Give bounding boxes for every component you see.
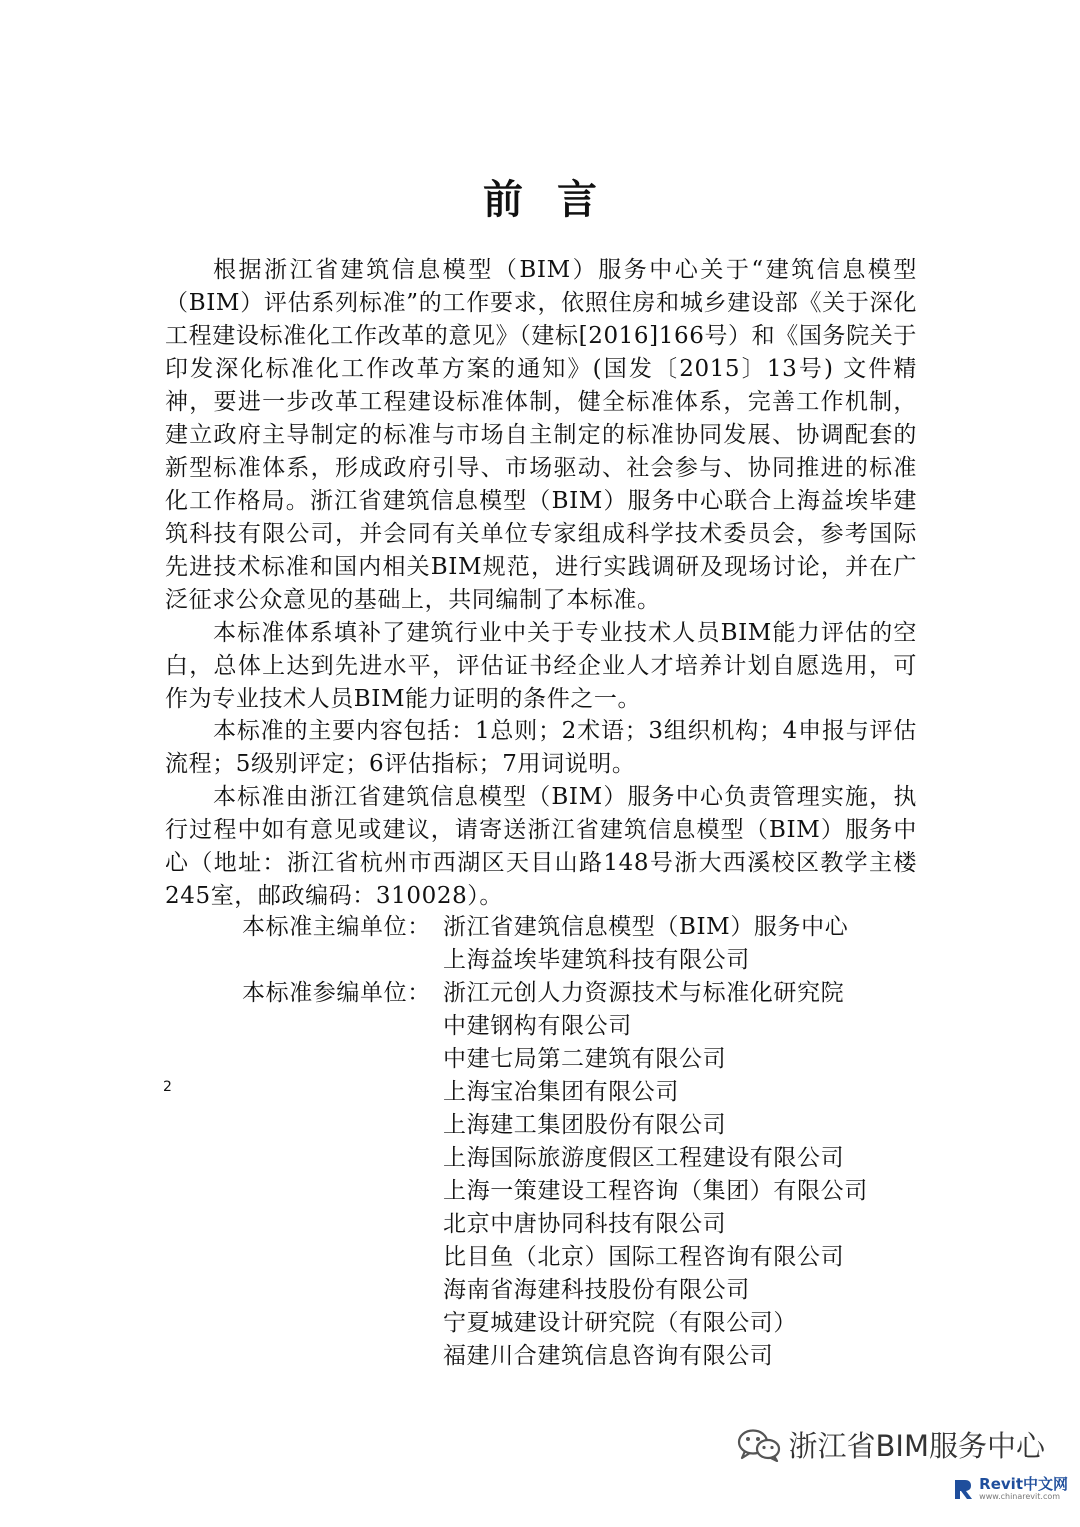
paragraph-management: 本标准由浙江省建筑信息模型（BIM）服务中心负责管理实施，执行过程中如有意见或建议，请寄送浙江省建筑信息模型（BIM）服务中心（地址：浙江省杭州市西湖区天目山路148号浙大西溪校区教学主楼245室，邮政编码：310028）。 [165,784,917,909]
participant-unit: 中建钢构有限公司 [443,1013,632,1039]
participant-unit: 上海国际旅游度假区工程建设有限公司 [443,1145,845,1171]
revit-logo-icon [951,1477,975,1501]
participant-unit: 中建七局第二建筑有限公司 [443,1046,727,1072]
wechat-icon [737,1428,781,1462]
participant-unit: 比目鱼（北京）国际工程咨询有限公司 [443,1244,845,1270]
participant-unit: 海南省海建科技股份有限公司 [443,1277,750,1303]
lead-editor-unit: 上海益埃毕建筑科技有限公司 [443,947,750,973]
participant-unit: 上海一策建设工程咨询（集团）有限公司 [443,1178,868,1204]
lead-editor-label: 本标准主编单位： [242,914,431,940]
participant-unit: 宁夏城建设计研究院（有限公司） [443,1310,797,1336]
revit-watermark [951,1477,1068,1501]
wechat-account-name: 浙江省BIM服务中心 [788,1429,1045,1463]
page-title: 前言 [483,177,631,223]
paragraph-significance: 本标准体系填补了建筑行业中关于专业技术人员BIM能力评估的空白，总体上达到先进水平，评估证书经企业人才培养计划自愿选用，可作为专业技术人员BIM能力证明的条件之一。 [165,620,917,712]
participant-unit: 福建川合建筑信息咨询有限公司 [443,1343,774,1369]
participant-unit: 上海建工集团股份有限公司 [443,1112,727,1138]
wechat-watermark [737,1424,1045,1465]
revit-site-name: Revit中文网 [979,1475,1068,1493]
participant-unit: 浙江元创人力资源技术与标准化研究院 [443,980,845,1006]
revit-site-url: www.chinarevit.com [979,1491,1061,1501]
paragraph-basis: 根据浙江省建筑信息模型（BIM）服务中心关于“建筑信息模型（BIM）评估系列标准”的工作要求，依照住房和城乡建设部《关于深化工程建设标准化工作改革的意见》（建标[2016]166号）和《国务院关于印发深化标准化工作改革方案的通知》(国发〔2015〕13号) 文件精神，要进一步改革工程建设标准体制，健全标准体系，完善工作机制，建立政府主导制定的标准与市场自主制定的标准协同发展、协调配套的新型标准体系，形成政府引导、市场驱动、社会参与、协同推进的标准化工作格局。浙江省建筑信息模型（BIM）服务中心联合上海益埃毕建筑科技有限公司，并会同有关单位专家组成科学技术委员会，参考国际先进技术标准和国内相关BIM规范，进行实践调研及现场讨论，并在广泛征求公众意见的基础上，共同编制了本标准。 [165,257,917,613]
participant-editor-label: 本标准参编单位： [242,980,431,1006]
lead-editor-list [443,911,848,977]
lead-editor-unit: 浙江省建筑信息模型（BIM）服务中心 [443,914,849,940]
participant-unit: 北京中唐协同科技有限公司 [443,1211,727,1237]
participant-unit: 上海宝冶集团有限公司 [443,1079,679,1105]
paragraph-contents: 本标准的主要内容包括：1总则；2术语；3组织机构；4申报与评估流程；5级别评定；6评估指标；7用词说明。 [165,718,917,777]
page-number: 2 [163,1079,172,1095]
participant-editor-list [443,977,868,1373]
